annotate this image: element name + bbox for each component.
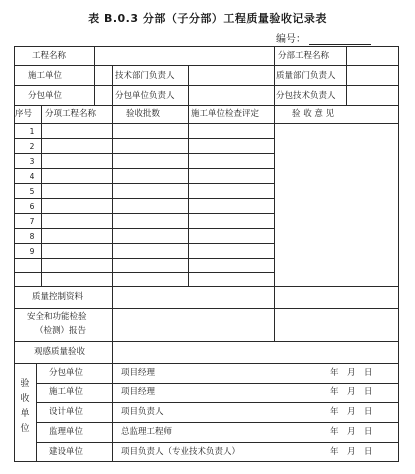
border-bottom (14, 461, 399, 462)
acceptance-unit: 设计单位 (49, 407, 84, 417)
form-title: 表 B.0.3 分部（子分部）工程质量验收记录表 (88, 12, 327, 25)
acceptance-role: 项目经理 (121, 387, 156, 397)
divider (14, 105, 399, 106)
divider (14, 65, 399, 66)
divider (36, 363, 37, 461)
acceptance-role: 项目负责人 (121, 407, 164, 417)
label-division-name: 分部工程名称 (278, 51, 330, 61)
divider (274, 46, 275, 105)
divider (346, 46, 347, 105)
vertical-char: 位 (20, 424, 30, 434)
divider (36, 402, 399, 403)
divider (112, 65, 113, 105)
divider (94, 46, 95, 105)
vertical-char: 收 (20, 394, 30, 404)
row-number: 3 (29, 157, 35, 166)
vertical-char: 单 (20, 409, 30, 419)
divider (14, 168, 274, 169)
divider (14, 363, 399, 364)
acceptance-date: 年 月 日 (330, 447, 373, 457)
acceptance-unit: 建设单位 (49, 447, 84, 457)
divider (14, 258, 274, 259)
divider (36, 422, 399, 423)
divider (14, 85, 399, 86)
divider (14, 213, 274, 214)
acceptance-date: 年 月 日 (330, 387, 373, 397)
label-project-name: 工程名称 (32, 51, 67, 61)
acceptance-date: 年 月 日 (330, 407, 373, 417)
label-safety-check: 安全和功能检验 (27, 312, 87, 322)
row-number: 5 (29, 187, 35, 196)
serial-label: 编号： (276, 34, 306, 45)
divider (112, 363, 113, 461)
row-number: 8 (29, 232, 35, 241)
divider (274, 105, 275, 341)
row-number: 6 (29, 202, 35, 211)
label-sub-tech-head: 分包技术负责人 (276, 91, 336, 101)
divider (14, 123, 399, 124)
divider (14, 153, 274, 154)
divider (14, 198, 274, 199)
header-seq: 序号 (15, 109, 33, 119)
border-top (14, 46, 399, 47)
acceptance-vertical-label (19, 377, 31, 437)
acceptance-role: 项目负责人（专业技术负责人） (121, 447, 241, 457)
row-number: 4 (29, 172, 35, 181)
divider (14, 243, 274, 244)
divider (14, 286, 399, 287)
acceptance-date: 年 月 日 (330, 368, 373, 378)
label-contractor: 施工单位 (28, 71, 63, 81)
header-item-name: 分项工程名称 (45, 109, 97, 119)
divider (36, 383, 399, 384)
acceptance-role: 项目经理 (121, 368, 156, 378)
row-number: 7 (29, 217, 35, 226)
divider (14, 183, 274, 184)
acceptance-unit: 施工单位 (49, 387, 84, 397)
acceptance-role: 总监理工程师 (121, 427, 173, 437)
acceptance-unit: 监理单位 (49, 427, 84, 437)
divider (14, 138, 274, 139)
label-safety-check-report: （检测）报告 (35, 326, 87, 336)
border-right (398, 46, 399, 462)
quality-acceptance-form (14, 46, 399, 462)
vertical-char: 验 (20, 379, 30, 389)
divider (14, 272, 274, 273)
divider (36, 442, 399, 443)
divider (14, 308, 399, 309)
label-appearance: 观感质量验收 (34, 347, 86, 357)
acceptance-unit: 分包单位 (49, 368, 84, 378)
acceptance-date: 年 月 日 (330, 427, 373, 437)
row-number: 1 (29, 127, 35, 136)
divider (14, 228, 274, 229)
divider (14, 341, 399, 342)
label-quality-dept-head: 质量部门负责人 (276, 71, 336, 81)
label-quality-docs: 质量控制资料 (32, 292, 84, 302)
divider (188, 65, 189, 105)
label-sub-unit-head: 分包单位负责人 (115, 91, 175, 101)
serial-number-field[interactable] (276, 30, 371, 45)
label-subcontractor: 分包单位 (28, 91, 63, 101)
header-acceptance-opinion: 验 收 意 见 (292, 109, 335, 119)
row-number: 9 (29, 247, 35, 256)
label-tech-dept-head: 技术部门负责人 (115, 71, 175, 81)
header-contractor-eval: 施工单位检查评定 (191, 109, 260, 119)
header-batch-count: 验收批数 (126, 109, 161, 119)
row-number: 2 (29, 142, 35, 151)
serial-blank[interactable] (309, 33, 371, 45)
